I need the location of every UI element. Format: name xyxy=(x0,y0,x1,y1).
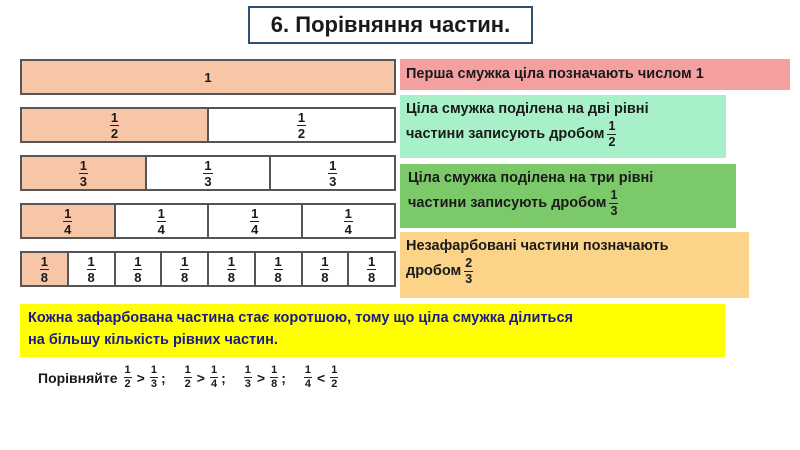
compare-operator: > xyxy=(256,369,266,386)
compare-fraction: $\frac{1}{8}$ xyxy=(271,364,278,390)
strip-1-part xyxy=(22,61,394,93)
strip-fraction-label: $\frac{1}{4}$ xyxy=(251,205,259,237)
comparison-label: Порівняйте xyxy=(38,369,118,386)
compare-fraction: $\frac{1}{4}$ xyxy=(210,364,218,390)
compare-fraction: $\frac{1}{2}$ xyxy=(331,364,338,390)
strip-8-part xyxy=(22,253,67,285)
strip-4-part xyxy=(301,205,395,237)
strip-fraction-label: $\frac{1}{3}$ xyxy=(329,157,337,189)
strip-3 xyxy=(20,155,396,191)
strip-4-part xyxy=(22,205,114,237)
fraction-one-half: $\frac{1}{2}$ xyxy=(608,119,616,149)
conclusion-line1: Кожна зафарбована частина стає коротшою, тому що ціла смужка ділиться xyxy=(28,310,573,326)
conclusion-note xyxy=(20,304,725,357)
strip-4-part xyxy=(114,205,208,237)
strip-8-part xyxy=(254,253,301,285)
strip-fraction-label: $\frac{1}{8}$ xyxy=(321,253,329,285)
compare-operator: > xyxy=(136,369,145,386)
strip-3-part xyxy=(145,157,270,189)
comparison-row xyxy=(38,365,359,390)
strip-fraction-label: $\frac{1}{8}$ xyxy=(368,253,376,285)
thirds-note-line2: частини записують дробом xyxy=(408,195,607,212)
strip-2-part xyxy=(22,109,207,141)
strip-8-part xyxy=(160,253,207,285)
compare-separator: ; xyxy=(281,369,286,386)
fraction-two-thirds: $\frac{2}{3}$ xyxy=(465,256,473,286)
strip-8 xyxy=(20,251,396,287)
strip-8-part xyxy=(347,253,394,285)
strip-1 xyxy=(20,59,396,95)
strip-fraction-label: $\frac{1}{8}$ xyxy=(87,253,95,285)
strip-fraction-label: $\frac{1}{3}$ xyxy=(204,157,212,189)
strip-8-part xyxy=(114,253,161,285)
strip-fraction-label: $\frac{1}{4}$ xyxy=(157,205,165,237)
strip-fraction-label: $\frac{1}{8}$ xyxy=(227,253,235,285)
strip-4 xyxy=(20,203,396,239)
thirds-note xyxy=(400,164,736,228)
strip-fraction-label: $\frac{1}{4}$ xyxy=(64,205,72,237)
compare-fraction: $\frac{1}{2}$ xyxy=(124,364,131,390)
halves-note xyxy=(400,95,726,158)
unshaded-note xyxy=(400,232,749,298)
strip-fraction-label: $\frac{1}{2}$ xyxy=(110,109,119,141)
unshaded-note-line1: Незафарбовані частини позначають xyxy=(406,238,669,254)
halves-note-line1: Ціла смужка поділена на дві рівні xyxy=(406,101,649,117)
compare-operator: < xyxy=(317,369,326,386)
strip-fraction-label: $\frac{1}{8}$ xyxy=(134,253,142,285)
compare-separator: ; xyxy=(160,369,166,386)
whole-strip-note-text: Перша смужка ціла позначають числом 1 xyxy=(406,66,704,82)
slide-title: 6. Порівняння частин. xyxy=(248,6,533,44)
thirds-note-line1: Ціла смужка поділена на три рівні xyxy=(408,170,654,186)
fraction-one-third: $\frac{1}{3}$ xyxy=(610,188,618,218)
compare-separator: ; xyxy=(221,369,226,386)
strip-8-part xyxy=(67,253,114,285)
strip-label: 1 xyxy=(204,69,212,85)
whole-strip-note xyxy=(400,59,790,90)
compare-fraction: $\frac{1}{3}$ xyxy=(150,364,157,390)
strip-8-part xyxy=(207,253,254,285)
strip-8-part xyxy=(301,253,348,285)
compare-fraction: $\frac{1}{2}$ xyxy=(184,364,191,390)
strip-fraction-label: $\frac{1}{2}$ xyxy=(297,109,306,141)
strip-3-part xyxy=(269,157,394,189)
strip-fraction-label: $\frac{1}{8}$ xyxy=(40,253,48,285)
conclusion-line2: на більшу кількість рівних частин. xyxy=(28,331,278,348)
strip-fraction-label: $\frac{1}{3}$ xyxy=(79,157,87,189)
halves-note-line2: частини записують дробом xyxy=(406,126,605,143)
strip-fraction-label: $\frac{1}{8}$ xyxy=(181,253,189,285)
strip-fraction-label: $\frac{1}{4}$ xyxy=(344,205,352,237)
compare-fraction: $\frac{1}{3}$ xyxy=(244,364,251,390)
strip-fraction-label: $\frac{1}{8}$ xyxy=(274,253,282,285)
strip-2 xyxy=(20,107,396,143)
compare-fraction: $\frac{1}{4}$ xyxy=(304,364,311,390)
compare-operator: > xyxy=(196,369,205,386)
strip-3-part xyxy=(22,157,145,189)
unshaded-note-line2: дробом xyxy=(406,263,462,280)
strip-2-part xyxy=(207,109,394,141)
strip-4-part xyxy=(207,205,301,237)
